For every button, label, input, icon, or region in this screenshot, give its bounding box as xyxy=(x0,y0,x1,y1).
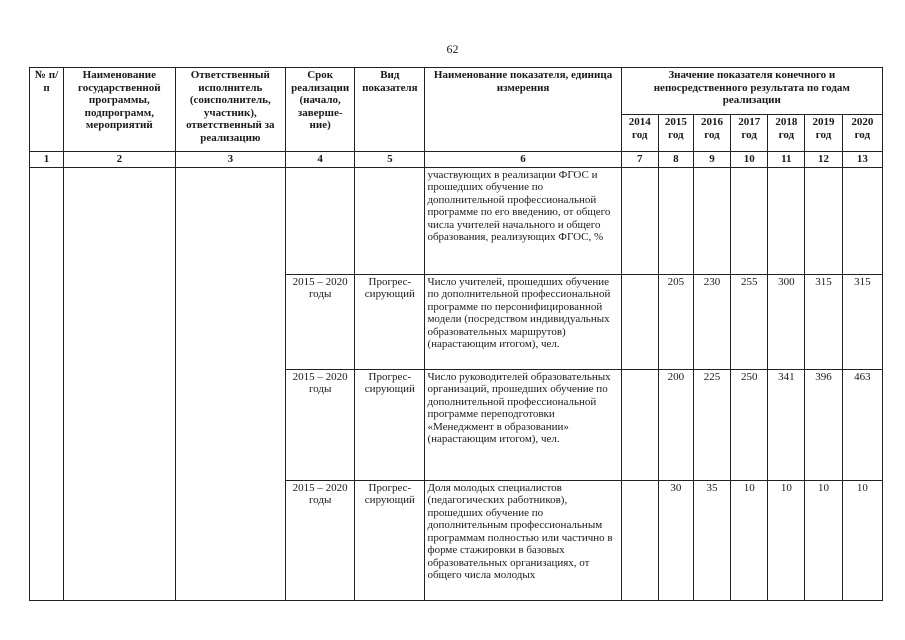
column-number: 5 xyxy=(355,152,425,168)
value-cell: 35 xyxy=(693,480,730,600)
value-cell: 10 xyxy=(768,480,805,600)
header-year: 2020 год xyxy=(842,115,882,152)
value-cell: 250 xyxy=(731,369,768,480)
value-cell: 10 xyxy=(842,480,882,600)
header-year: 2017 год xyxy=(731,115,768,152)
column-number: 11 xyxy=(768,152,805,168)
indicator-type-cell: Прогрес-сирующий xyxy=(355,480,425,600)
value-cell xyxy=(621,167,658,274)
column-numbers-row xyxy=(30,152,883,168)
value-cell: 200 xyxy=(658,369,693,480)
header-indicator-type: Вид показателя xyxy=(355,68,425,152)
column-number: 3 xyxy=(175,152,285,168)
value-cell xyxy=(805,167,842,274)
value-cell: 205 xyxy=(658,274,693,369)
value-cell: 341 xyxy=(768,369,805,480)
executor-cell xyxy=(175,167,285,600)
column-number: 10 xyxy=(731,152,768,168)
column-number: 8 xyxy=(658,152,693,168)
value-cell: 10 xyxy=(731,480,768,600)
value-cell xyxy=(621,480,658,600)
value-cell: 315 xyxy=(805,274,842,369)
value-cell: 30 xyxy=(658,480,693,600)
number-cell xyxy=(30,167,64,600)
period-cell: 2015 – 2020 годы xyxy=(286,480,355,600)
header-values-group: Значение показателя конечного и непосредственного результата по годам реализации xyxy=(621,68,882,115)
column-number: 13 xyxy=(842,152,882,168)
header-executor: Ответственный исполнитель (соисполнитель, участник), ответственный за реализацию xyxy=(175,68,285,152)
value-cell xyxy=(621,274,658,369)
value-cell xyxy=(621,369,658,480)
indicator-name-cell: участвующих в реализации ФГОС и прошедших обучение по дополнительной профессиональной программе по его введению, от общего числа учителей начального и общего образования, реализующих ФГОС, % xyxy=(425,167,621,274)
column-number: 9 xyxy=(693,152,730,168)
header-year: 2016 год xyxy=(693,115,730,152)
value-cell: 315 xyxy=(842,274,882,369)
value-cell xyxy=(731,167,768,274)
column-number: 6 xyxy=(425,152,621,168)
indicator-name-cell: Доля молодых специалистов (педагогических работников), прошедших обучение по дополнительным профессиональным программам полностью или частично в форме стажировки в базовых образовательных организациях, от общего числа молодых xyxy=(425,480,621,600)
header-year: 2014 год xyxy=(621,115,658,152)
column-number: 7 xyxy=(621,152,658,168)
column-number: 12 xyxy=(805,152,842,168)
table-row xyxy=(30,167,883,274)
header-year: 2018 год xyxy=(768,115,805,152)
program-name-cell xyxy=(64,167,176,600)
value-cell xyxy=(768,167,805,274)
period-cell: 2015 – 2020 годы xyxy=(286,369,355,480)
page-number: 62 xyxy=(446,42,459,56)
value-cell xyxy=(842,167,882,274)
value-cell: 255 xyxy=(731,274,768,369)
value-cell xyxy=(658,167,693,274)
value-cell: 230 xyxy=(693,274,730,369)
period-cell: 2015 – 2020 годы xyxy=(286,274,355,369)
value-cell: 396 xyxy=(805,369,842,480)
header-number: № п/п xyxy=(30,68,64,152)
column-number: 4 xyxy=(286,152,355,168)
indicator-name-cell: Число руководителей образовательных организаций, прошедших обучение по дополнительной профессиональной программе переподготовки «Менеджмент в образовании» (нарастающим итогом), чел. xyxy=(425,369,621,480)
header-year: 2015 год xyxy=(658,115,693,152)
value-cell: 225 xyxy=(693,369,730,480)
header-year: 2019 год xyxy=(805,115,842,152)
header-program-name: Наименование государственной программы, подпрограмм, мероприятий xyxy=(64,68,176,152)
indicator-type-cell: Прогрес-сирующий xyxy=(355,274,425,369)
column-number: 1 xyxy=(30,152,64,168)
value-cell xyxy=(693,167,730,274)
indicator-type-cell: Прогрес-сирующий xyxy=(355,369,425,480)
indicator-name-cell: Число учителей, прошедших обучение по дополнительной профессиональной программе по персонифицированной модели (посредством индивидуальных образовательных маршрутов) (нарастающим итогом), чел. xyxy=(425,274,621,369)
value-cell: 463 xyxy=(842,369,882,480)
indicator-type-cell xyxy=(355,167,425,274)
period-cell xyxy=(286,167,355,274)
header-indicator-name: Наименование показателя, единица измерения xyxy=(425,68,621,152)
value-cell: 300 xyxy=(768,274,805,369)
indicators-table xyxy=(29,67,883,601)
value-cell: 10 xyxy=(805,480,842,600)
header-period: Срок реализации (начало, заверше-ние) xyxy=(286,68,355,152)
column-number: 2 xyxy=(64,152,176,168)
